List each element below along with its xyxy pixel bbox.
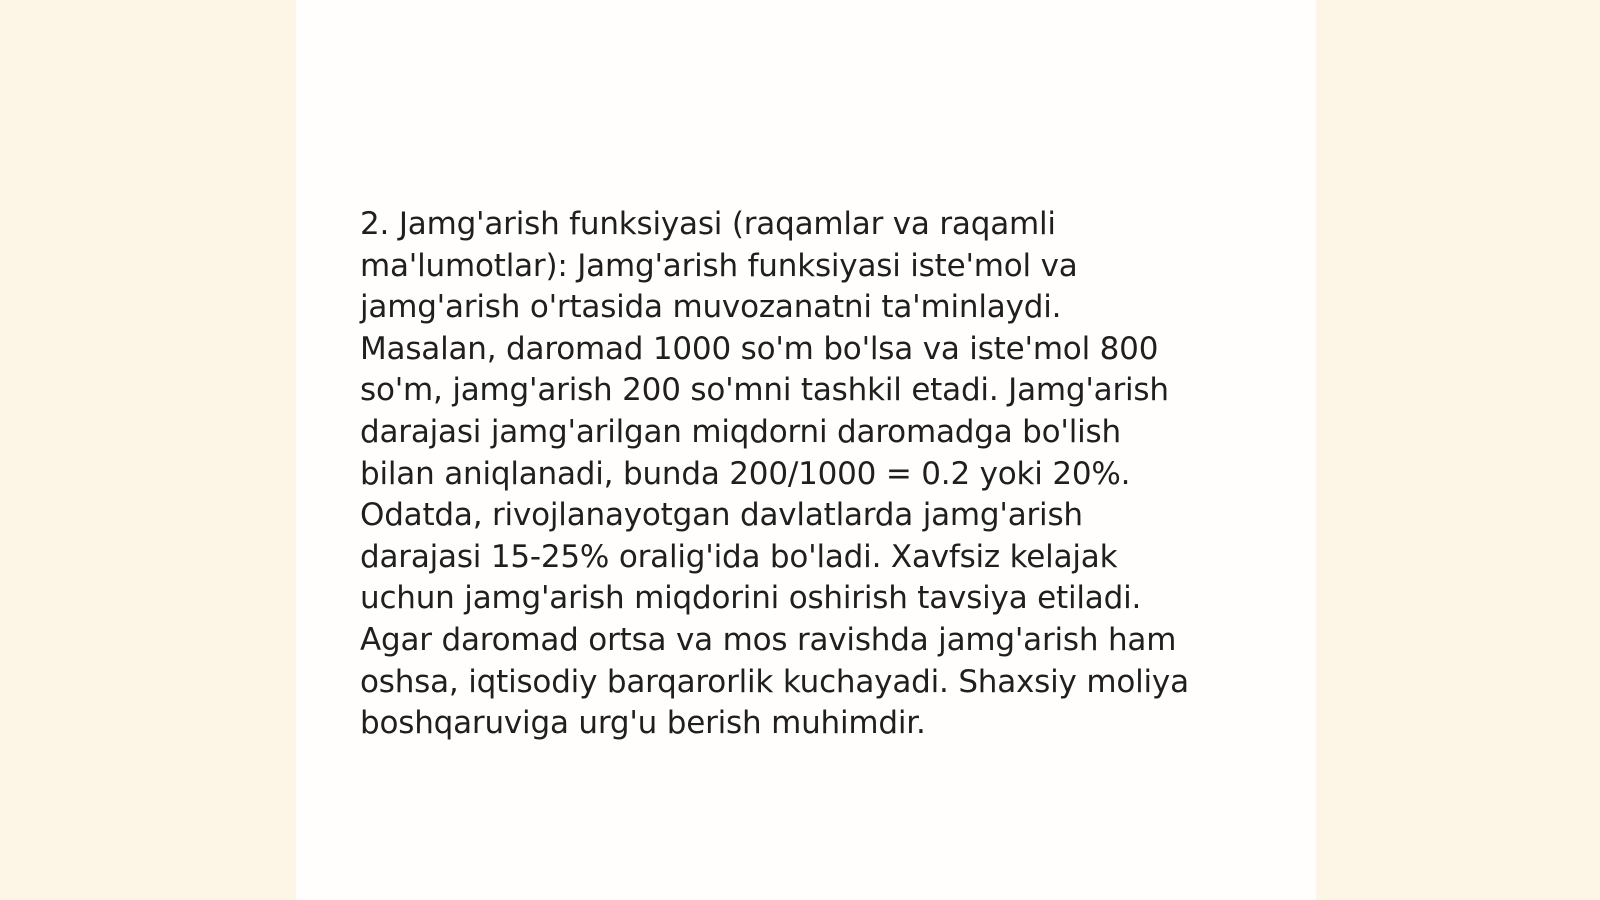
slide-body-text: 2. Jamg'arish funksiyasi (raqamlar va raqamli ma'lumotlar): Jamg'arish funksiyasi iste'mol va jamg'arish o'rtasida muvozanatni ta'minlaydi. Masalan, daromad 1000 so'm bo'lsa va iste'mol 800 so'm, jamg'arish 200 so'mni tashkil etadi. Jamg'arish darajasi jamg'arilgan miqdorni daromadga bo'lish bilan aniqlanadi, bunda 200/1000 = 0.2 yoki 20%. Odatda, rivojlanayotgan davlatlarda jamg'arish darajasi 15-25% oralig'ida bo'ladi. Xavfsiz kelajak uchun jamg'arish miqdorini oshirish tavsiya etiladi. Agar daromad ortsa va mos ravishda jamg'arish ham oshsa, iqtisodiy barqarorlik kuchayadi. Shaxsiy moliya boshqaruviga urg'u berish muhimdir.	[360, 206, 1189, 742]
slide	[296, 0, 1316, 900]
